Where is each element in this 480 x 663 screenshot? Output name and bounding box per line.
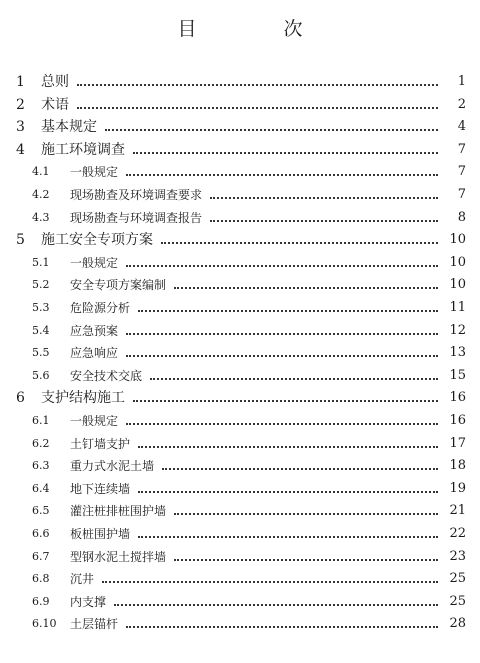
toc-dot-leader xyxy=(174,559,438,561)
toc-entry[interactable] xyxy=(0,522,480,544)
toc-entry-page: 8 xyxy=(457,209,466,225)
toc-entry-number: 6.10 xyxy=(32,617,57,631)
toc-entry-title: 术语 xyxy=(41,96,69,113)
toc-entry[interactable] xyxy=(0,409,480,431)
toc-entry[interactable] xyxy=(0,432,480,454)
toc-entry-title: 一般规定 xyxy=(70,414,119,428)
toc-entry-title: 安全专项方案编制 xyxy=(70,278,167,293)
page-title: 目 次 xyxy=(177,18,337,40)
toc-entry-page: 7 xyxy=(457,164,466,180)
toc-dot-leader xyxy=(138,491,438,493)
toc-entry-number: 6.8 xyxy=(32,572,50,586)
toc-entry[interactable] xyxy=(0,138,480,160)
toc-entry-page: 4 xyxy=(457,119,466,135)
toc-entry-number: 4.3 xyxy=(32,210,50,224)
toc-entry-page: 7 xyxy=(457,141,466,157)
toc-entry-number: 6.1 xyxy=(32,414,50,427)
toc-entry[interactable] xyxy=(0,477,480,499)
toc-dot-leader xyxy=(138,446,438,448)
toc-entry-title: 型钢水泥土搅拌墙 xyxy=(70,549,167,564)
toc-entry-title: 一般规定 xyxy=(70,165,119,180)
toc-entry-number: 5.4 xyxy=(32,323,50,337)
toc-dot-leader xyxy=(114,604,438,606)
toc-entry-page: 22 xyxy=(449,526,466,541)
toc-entry-page: 10 xyxy=(449,254,466,270)
toc-entry[interactable] xyxy=(0,319,480,341)
toc-entry-page: 2 xyxy=(457,96,466,112)
toc-entry-page: 19 xyxy=(449,480,466,496)
toc-entry-title: 沉井 xyxy=(70,572,95,587)
toc-entry-page: 18 xyxy=(449,458,466,474)
toc-entry-title: 重力式水泥土墙 xyxy=(70,459,155,474)
toc-dot-leader xyxy=(105,129,438,131)
toc-entry[interactable] xyxy=(0,612,480,634)
toc-entry[interactable] xyxy=(0,296,480,318)
toc-entry-page: 11 xyxy=(449,300,466,315)
toc-entry-number: 6.2 xyxy=(32,436,50,450)
toc-entry-page: 16 xyxy=(449,390,466,406)
toc-entry-title: 施工安全专项方案 xyxy=(41,232,153,249)
toc-entry-number: 4 xyxy=(16,141,25,158)
toc-entry-number: 5.2 xyxy=(32,278,50,292)
toc-entry-title: 现场勘查及环境调查要求 xyxy=(70,188,203,202)
toc-dot-leader xyxy=(126,355,438,357)
toc-entry[interactable] xyxy=(0,590,480,612)
toc-entry-number: 6.7 xyxy=(32,549,50,563)
toc-entry-number: 6.5 xyxy=(32,504,50,518)
toc-entry-page: 13 xyxy=(449,345,466,361)
toc-entry-title: 安全技术交底 xyxy=(70,368,143,383)
toc-entry[interactable] xyxy=(0,454,480,476)
toc-dot-leader xyxy=(126,265,438,267)
toc-entry[interactable] xyxy=(0,160,480,182)
toc-entry-title: 施工环境调查 xyxy=(41,141,125,158)
toc-entry[interactable] xyxy=(0,341,480,363)
toc-entry[interactable] xyxy=(0,115,480,137)
toc-dot-leader xyxy=(126,423,438,425)
toc-entry-number: 5 xyxy=(16,232,25,249)
toc-entry[interactable] xyxy=(0,251,480,273)
toc-entry-page: 28 xyxy=(449,616,466,632)
toc-entry-number: 6.9 xyxy=(32,594,50,608)
toc-entry-title: 一般规定 xyxy=(70,255,119,270)
toc-entry-page: 10 xyxy=(449,277,466,293)
toc-entry-number: 1 xyxy=(16,74,25,90)
toc-entry-title: 土层锚杆 xyxy=(70,617,119,632)
toc-entry[interactable] xyxy=(0,70,480,92)
toc-entry[interactable] xyxy=(0,386,480,408)
toc-entry-number: 2 xyxy=(16,96,25,113)
toc-dot-leader xyxy=(138,536,438,538)
toc-entry-number: 6.3 xyxy=(32,459,50,473)
toc-entry[interactable] xyxy=(0,273,480,295)
toc-entry-title: 应急响应 xyxy=(70,346,119,361)
toc-entry-page: 7 xyxy=(457,187,466,202)
toc-dot-leader xyxy=(210,197,438,199)
toc-entry-number: 5.6 xyxy=(32,368,50,382)
toc-dot-leader xyxy=(77,84,438,86)
toc-dot-leader xyxy=(161,242,438,244)
toc-entry-page: 21 xyxy=(449,503,466,519)
toc-entry-number: 6.6 xyxy=(32,527,50,540)
toc-entry-title: 土钉墙支护 xyxy=(70,436,131,451)
toc-dot-leader xyxy=(126,626,438,628)
toc-entry-page: 10 xyxy=(449,232,466,248)
toc-entry[interactable] xyxy=(0,93,480,115)
toc-entry-number: 4.2 xyxy=(32,188,50,201)
toc-dot-leader xyxy=(133,152,438,154)
toc-entry-title: 基本规定 xyxy=(41,119,97,136)
toc-dot-leader xyxy=(174,513,438,515)
toc-entry-number: 5.1 xyxy=(32,255,50,269)
toc-entry-number: 5.5 xyxy=(32,346,50,360)
toc-entry-title: 支护结构施工 xyxy=(41,390,125,407)
toc-entry-title: 现场勘查与环境调查报告 xyxy=(70,210,203,225)
toc-entry-number: 4.1 xyxy=(32,165,50,179)
toc-entry[interactable] xyxy=(0,567,480,589)
toc-entry-title: 地下连续墙 xyxy=(70,481,131,496)
toc-entry-title: 应急预案 xyxy=(70,323,119,338)
toc-entry-page: 17 xyxy=(449,435,466,451)
toc-dot-leader xyxy=(102,581,438,583)
toc-entry-page: 16 xyxy=(449,413,466,428)
toc-entry-title: 板桩围护墙 xyxy=(70,527,131,541)
toc-entry-number: 6 xyxy=(16,390,25,407)
toc-dot-leader xyxy=(162,468,438,470)
toc-entry[interactable] xyxy=(0,206,480,228)
toc-entry[interactable] xyxy=(0,499,480,521)
toc-dot-leader xyxy=(210,220,438,222)
toc-entry-title: 总则 xyxy=(41,74,69,90)
toc-dot-leader xyxy=(126,174,438,176)
toc-dot-leader xyxy=(126,333,438,335)
toc-dot-leader xyxy=(138,310,438,312)
toc-entry[interactable] xyxy=(0,364,480,386)
toc-entry[interactable] xyxy=(0,545,480,567)
toc-dot-leader xyxy=(133,400,438,402)
toc-entry[interactable] xyxy=(0,228,480,250)
toc-entry-title: 灌注桩排桩围护墙 xyxy=(70,504,167,519)
toc-entry-page: 25 xyxy=(449,593,466,609)
toc-entry-page: 12 xyxy=(449,322,466,338)
toc-entry[interactable] xyxy=(0,183,480,205)
toc-entry-title: 危险源分析 xyxy=(70,301,131,315)
toc-entry-page: 15 xyxy=(449,367,466,383)
toc-entry-page: 25 xyxy=(449,571,466,587)
toc-entry-number: 5.3 xyxy=(32,301,50,314)
toc-entry-number: 3 xyxy=(16,119,25,136)
toc-dot-leader xyxy=(77,107,438,109)
toc-dot-leader xyxy=(150,378,438,380)
toc-entry-title: 内支撑 xyxy=(70,594,107,609)
toc-entry-number: 6.4 xyxy=(32,481,50,495)
toc-dot-leader xyxy=(174,287,438,289)
toc-entry-page: 1 xyxy=(457,74,466,89)
toc-entry-page: 23 xyxy=(449,548,466,564)
